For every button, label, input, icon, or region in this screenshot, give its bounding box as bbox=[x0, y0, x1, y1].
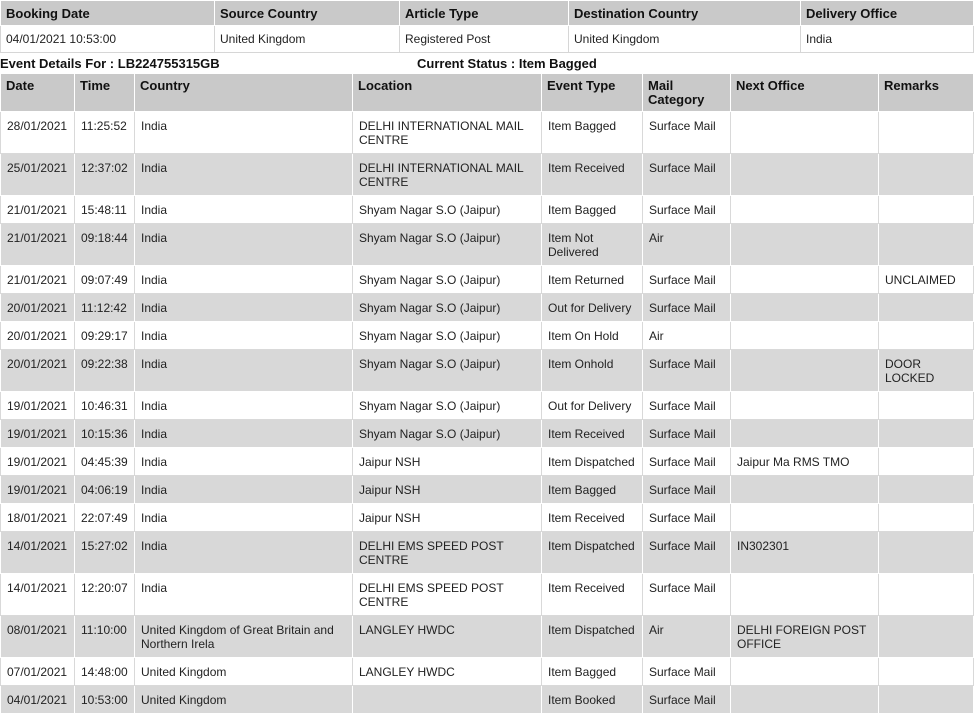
table-row bbox=[1, 532, 974, 574]
delivery-office-header: Delivery Office bbox=[801, 1, 974, 26]
table-row bbox=[1, 350, 974, 392]
event-details-heading bbox=[0, 53, 975, 73]
event-mail-category: Surface Mail bbox=[643, 294, 731, 322]
event-remarks bbox=[879, 294, 974, 322]
event-next-office bbox=[731, 392, 879, 420]
booking-date: 04/01/2021 10:53:00 bbox=[1, 26, 215, 53]
event-type: Item Bagged bbox=[542, 196, 643, 224]
event-time: 09:07:49 bbox=[75, 266, 135, 294]
event-type: Item Bagged bbox=[542, 112, 643, 154]
event-mail-category: Surface Mail bbox=[643, 504, 731, 532]
event-next-office bbox=[731, 154, 879, 196]
event-type: Item Received bbox=[542, 154, 643, 196]
destination-country: United Kingdom bbox=[569, 26, 801, 53]
table-row bbox=[1, 658, 974, 686]
event-time: 11:10:00 bbox=[75, 616, 135, 658]
event-time: 14:48:00 bbox=[75, 658, 135, 686]
event-time: 11:25:52 bbox=[75, 112, 135, 154]
event-country: United Kingdom of Great Britain and Northern Irela bbox=[135, 616, 353, 658]
date-header: Date bbox=[1, 74, 75, 112]
event-mail-category: Air bbox=[643, 616, 731, 658]
event-location: Jaipur NSH bbox=[353, 448, 542, 476]
event-time: 10:46:31 bbox=[75, 392, 135, 420]
event-type: Item Dispatched bbox=[542, 448, 643, 476]
booking-summary-table bbox=[0, 0, 974, 53]
delivery-office: India bbox=[801, 26, 974, 53]
event-time: 12:20:07 bbox=[75, 574, 135, 616]
event-details-label: Event Details For : LB224755315GB bbox=[0, 56, 220, 71]
event-mail-category: Surface Mail bbox=[643, 476, 731, 504]
event-date: 14/01/2021 bbox=[1, 574, 75, 616]
event-date: 14/01/2021 bbox=[1, 532, 75, 574]
event-remarks bbox=[879, 420, 974, 448]
event-country: India bbox=[135, 154, 353, 196]
time-header: Time bbox=[75, 74, 135, 112]
event-location: Shyam Nagar S.O (Jaipur) bbox=[353, 196, 542, 224]
event-country: India bbox=[135, 224, 353, 266]
event-location: DELHI INTERNATIONAL MAIL CENTRE bbox=[353, 112, 542, 154]
booking-date-header: Booking Date bbox=[1, 1, 215, 26]
table-row bbox=[1, 196, 974, 224]
event-remarks: UNCLAIMED bbox=[879, 266, 974, 294]
country-header: Country bbox=[135, 74, 353, 112]
event-country: India bbox=[135, 350, 353, 392]
event-type: Out for Delivery bbox=[542, 392, 643, 420]
event-country: United Kingdom bbox=[135, 686, 353, 714]
event-remarks bbox=[879, 504, 974, 532]
event-mail-category: Surface Mail bbox=[643, 266, 731, 294]
mail-category-header: Mail Category bbox=[643, 74, 731, 112]
event-location: Shyam Nagar S.O (Jaipur) bbox=[353, 294, 542, 322]
event-time: 09:18:44 bbox=[75, 224, 135, 266]
event-remarks bbox=[879, 448, 974, 476]
event-remarks bbox=[879, 322, 974, 350]
event-next-office bbox=[731, 322, 879, 350]
event-next-office: DELHI FOREIGN POST OFFICE bbox=[731, 616, 879, 658]
event-country: India bbox=[135, 266, 353, 294]
table-row bbox=[1, 154, 974, 196]
event-remarks bbox=[879, 574, 974, 616]
event-country: India bbox=[135, 196, 353, 224]
event-country: India bbox=[135, 294, 353, 322]
event-country: India bbox=[135, 532, 353, 574]
event-location: Jaipur NSH bbox=[353, 504, 542, 532]
event-location: LANGLEY HWDC bbox=[353, 616, 542, 658]
event-location: LANGLEY HWDC bbox=[353, 658, 542, 686]
event-country: India bbox=[135, 504, 353, 532]
event-location: Jaipur NSH bbox=[353, 476, 542, 504]
event-date: 20/01/2021 bbox=[1, 322, 75, 350]
event-next-office bbox=[731, 266, 879, 294]
event-country: India bbox=[135, 322, 353, 350]
event-country: India bbox=[135, 476, 353, 504]
remarks-header: Remarks bbox=[879, 74, 974, 112]
event-time: 04:45:39 bbox=[75, 448, 135, 476]
source-country-header: Source Country bbox=[215, 1, 400, 26]
event-country: India bbox=[135, 392, 353, 420]
event-time: 11:12:42 bbox=[75, 294, 135, 322]
event-remarks bbox=[879, 224, 974, 266]
event-location: Shyam Nagar S.O (Jaipur) bbox=[353, 420, 542, 448]
event-date: 19/01/2021 bbox=[1, 420, 75, 448]
event-location: DELHI EMS SPEED POST CENTRE bbox=[353, 532, 542, 574]
event-remarks bbox=[879, 532, 974, 574]
event-mail-category: Surface Mail bbox=[643, 658, 731, 686]
event-type: Item Onhold bbox=[542, 350, 643, 392]
event-location: Shyam Nagar S.O (Jaipur) bbox=[353, 224, 542, 266]
event-location: Shyam Nagar S.O (Jaipur) bbox=[353, 322, 542, 350]
source-country: United Kingdom bbox=[215, 26, 400, 53]
table-row bbox=[1, 112, 974, 154]
table-row bbox=[1, 616, 974, 658]
event-country: India bbox=[135, 448, 353, 476]
table-row bbox=[1, 574, 974, 616]
event-time: 09:29:17 bbox=[75, 322, 135, 350]
event-date: 19/01/2021 bbox=[1, 448, 75, 476]
event-next-office bbox=[731, 350, 879, 392]
event-next-office: IN302301 bbox=[731, 532, 879, 574]
event-time: 04:06:19 bbox=[75, 476, 135, 504]
event-location: Shyam Nagar S.O (Jaipur) bbox=[353, 392, 542, 420]
event-mail-category: Surface Mail bbox=[643, 686, 731, 714]
event-type: Item Booked bbox=[542, 686, 643, 714]
event-date: 04/01/2021 bbox=[1, 686, 75, 714]
event-next-office bbox=[731, 420, 879, 448]
event-type: Item Bagged bbox=[542, 658, 643, 686]
event-mail-category: Surface Mail bbox=[643, 196, 731, 224]
event-next-office bbox=[731, 504, 879, 532]
event-mail-category: Surface Mail bbox=[643, 350, 731, 392]
destination-country-header: Destination Country bbox=[569, 1, 801, 26]
event-location: DELHI EMS SPEED POST CENTRE bbox=[353, 574, 542, 616]
event-mail-category: Surface Mail bbox=[643, 420, 731, 448]
event-type: Item Bagged bbox=[542, 476, 643, 504]
event-mail-category: Surface Mail bbox=[643, 448, 731, 476]
event-type: Item Received bbox=[542, 574, 643, 616]
event-type: Out for Delivery bbox=[542, 294, 643, 322]
event-date: 25/01/2021 bbox=[1, 154, 75, 196]
event-next-office bbox=[731, 294, 879, 322]
event-type-header: Event Type bbox=[542, 74, 643, 112]
event-type: Item On Hold bbox=[542, 322, 643, 350]
table-row bbox=[1, 448, 974, 476]
table-row bbox=[1, 224, 974, 266]
event-next-office bbox=[731, 196, 879, 224]
event-mail-category: Air bbox=[643, 322, 731, 350]
table-row bbox=[1, 420, 974, 448]
event-date: 19/01/2021 bbox=[1, 392, 75, 420]
event-next-office bbox=[731, 476, 879, 504]
event-remarks: DOOR LOCKED bbox=[879, 350, 974, 392]
event-date: 08/01/2021 bbox=[1, 616, 75, 658]
events-body bbox=[1, 112, 974, 714]
event-date: 21/01/2021 bbox=[1, 224, 75, 266]
table-row bbox=[1, 476, 974, 504]
event-mail-category: Surface Mail bbox=[643, 532, 731, 574]
event-remarks bbox=[879, 686, 974, 714]
event-time: 15:48:11 bbox=[75, 196, 135, 224]
event-mail-category: Air bbox=[643, 224, 731, 266]
table-row bbox=[1, 322, 974, 350]
event-date: 19/01/2021 bbox=[1, 476, 75, 504]
event-country: India bbox=[135, 112, 353, 154]
event-type: Item Dispatched bbox=[542, 616, 643, 658]
event-location: Shyam Nagar S.O (Jaipur) bbox=[353, 266, 542, 294]
booking-header-row bbox=[1, 1, 974, 26]
event-next-office bbox=[731, 224, 879, 266]
event-location bbox=[353, 686, 542, 714]
table-row bbox=[1, 294, 974, 322]
event-remarks bbox=[879, 658, 974, 686]
event-details-table bbox=[0, 73, 974, 714]
event-date: 07/01/2021 bbox=[1, 658, 75, 686]
event-next-office: Jaipur Ma RMS TMO bbox=[731, 448, 879, 476]
location-header: Location bbox=[353, 74, 542, 112]
event-country: India bbox=[135, 420, 353, 448]
event-time: 10:53:00 bbox=[75, 686, 135, 714]
event-type: Item Dispatched bbox=[542, 532, 643, 574]
event-date: 18/01/2021 bbox=[1, 504, 75, 532]
event-remarks bbox=[879, 476, 974, 504]
event-date: 21/01/2021 bbox=[1, 266, 75, 294]
event-date: 28/01/2021 bbox=[1, 112, 75, 154]
event-location: Shyam Nagar S.O (Jaipur) bbox=[353, 350, 542, 392]
event-mail-category: Surface Mail bbox=[643, 574, 731, 616]
event-mail-category: Surface Mail bbox=[643, 112, 731, 154]
event-time: 12:37:02 bbox=[75, 154, 135, 196]
event-remarks bbox=[879, 154, 974, 196]
event-remarks bbox=[879, 392, 974, 420]
event-date: 21/01/2021 bbox=[1, 196, 75, 224]
table-row bbox=[1, 392, 974, 420]
event-next-office bbox=[731, 658, 879, 686]
table-row bbox=[1, 686, 974, 714]
event-type: Item Received bbox=[542, 504, 643, 532]
event-remarks bbox=[879, 196, 974, 224]
event-remarks bbox=[879, 112, 974, 154]
events-header-row bbox=[1, 74, 974, 112]
event-mail-category: Surface Mail bbox=[643, 154, 731, 196]
event-remarks bbox=[879, 616, 974, 658]
table-row bbox=[1, 504, 974, 532]
table-row bbox=[1, 266, 974, 294]
event-next-office bbox=[731, 112, 879, 154]
event-time: 15:27:02 bbox=[75, 532, 135, 574]
event-time: 10:15:36 bbox=[75, 420, 135, 448]
event-mail-category: Surface Mail bbox=[643, 392, 731, 420]
event-country: India bbox=[135, 574, 353, 616]
current-status-label: Current Status : Item Bagged bbox=[417, 56, 597, 71]
event-date: 20/01/2021 bbox=[1, 294, 75, 322]
booking-row bbox=[1, 26, 974, 53]
event-next-office bbox=[731, 574, 879, 616]
event-next-office bbox=[731, 686, 879, 714]
article-type-header: Article Type bbox=[400, 1, 569, 26]
event-type: Item Returned bbox=[542, 266, 643, 294]
event-type: Item Not Delivered bbox=[542, 224, 643, 266]
next-office-header: Next Office bbox=[731, 74, 879, 112]
event-time: 09:22:38 bbox=[75, 350, 135, 392]
event-time: 22:07:49 bbox=[75, 504, 135, 532]
event-type: Item Received bbox=[542, 420, 643, 448]
event-date: 20/01/2021 bbox=[1, 350, 75, 392]
event-location: DELHI INTERNATIONAL MAIL CENTRE bbox=[353, 154, 542, 196]
article-type: Registered Post bbox=[400, 26, 569, 53]
event-country: United Kingdom bbox=[135, 658, 353, 686]
